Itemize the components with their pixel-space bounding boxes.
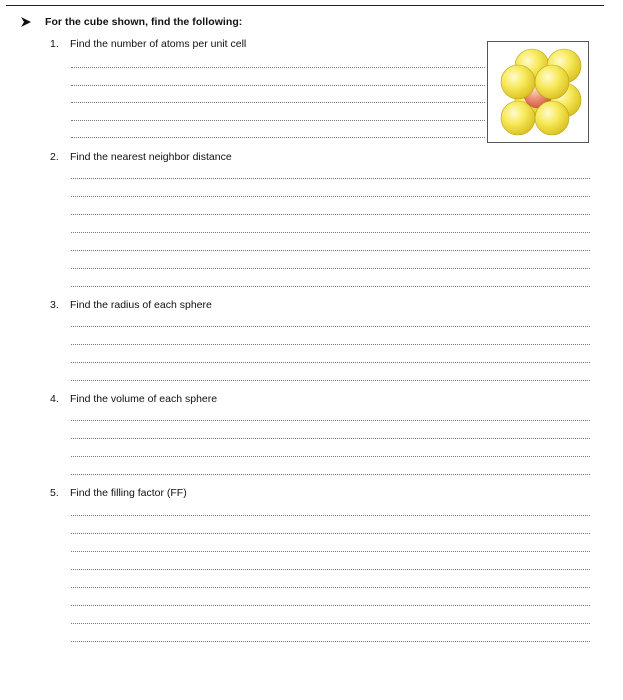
answer-line[interactable]	[71, 420, 590, 421]
answer-line[interactable]	[71, 623, 590, 624]
corner-atom	[501, 101, 535, 135]
answer-line[interactable]	[71, 605, 590, 606]
bcc-unit-cell-icon	[488, 42, 588, 142]
answer-line[interactable]	[71, 551, 590, 552]
section-heading	[20, 14, 242, 30]
question-number: 5.	[50, 487, 59, 499]
answer-line[interactable]	[71, 438, 590, 439]
answer-line[interactable]	[71, 344, 590, 345]
answer-line[interactable]	[71, 137, 485, 138]
answer-line[interactable]	[71, 515, 590, 516]
answer-line[interactable]	[71, 196, 590, 197]
corner-atom	[501, 65, 535, 99]
question-text: Find the volume of each sphere	[70, 393, 218, 405]
unit-cell-figure	[487, 41, 589, 143]
answer-line[interactable]	[71, 456, 590, 457]
question-2	[50, 151, 232, 165]
question-number: 3.	[50, 299, 59, 311]
answer-line[interactable]	[71, 67, 485, 68]
question-text: Find the filling factor (FF)	[70, 487, 187, 499]
answer-line[interactable]	[71, 474, 590, 475]
question-text: Find the nearest neighbor distance	[70, 151, 232, 163]
answer-line[interactable]	[71, 102, 485, 103]
arrowhead-bullet-icon	[20, 16, 32, 28]
answer-line[interactable]	[71, 232, 590, 233]
answer-line[interactable]	[71, 533, 590, 534]
answer-line[interactable]	[71, 250, 590, 251]
answer-line[interactable]	[71, 268, 590, 269]
answer-line[interactable]	[71, 214, 590, 215]
answer-line[interactable]	[71, 641, 590, 642]
answer-line[interactable]	[71, 286, 590, 287]
question-3	[50, 299, 212, 313]
answer-line[interactable]	[71, 362, 590, 363]
answer-line[interactable]	[71, 85, 485, 86]
answer-line[interactable]	[71, 587, 590, 588]
question-number: 1.	[50, 38, 59, 50]
question-number: 2.	[50, 151, 59, 163]
question-1	[50, 38, 246, 52]
question-text: Find the number of atoms per unit cell	[70, 38, 247, 50]
heading-text: For the cube shown, find the following:	[45, 16, 243, 28]
corner-atom	[535, 101, 569, 135]
answer-line[interactable]	[71, 326, 590, 327]
corner-atom	[535, 65, 569, 99]
answer-line[interactable]	[71, 380, 590, 381]
top-rule	[6, 5, 604, 6]
question-4	[50, 393, 217, 407]
question-number: 4.	[50, 393, 59, 405]
answer-line[interactable]	[71, 120, 485, 121]
question-5	[50, 487, 187, 501]
answer-line[interactable]	[71, 569, 590, 570]
question-text: Find the radius of each sphere	[70, 299, 212, 311]
answer-line[interactable]	[71, 178, 590, 179]
